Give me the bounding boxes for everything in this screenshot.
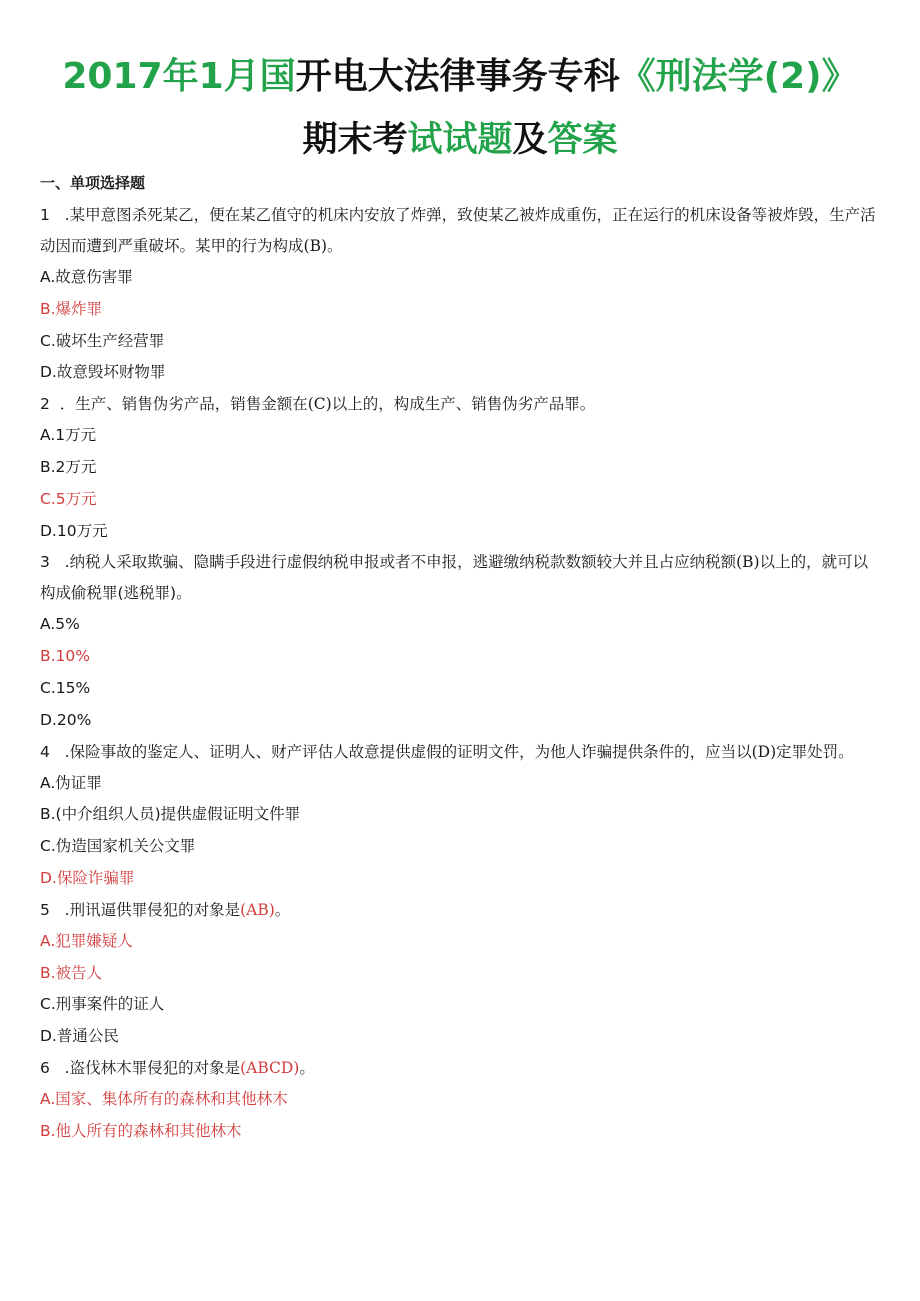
option-a: A.伪证罪 [40, 773, 102, 792]
option-a: A.故意伤害罪 [40, 268, 133, 286]
document-title-line-2 [0, 116, 920, 164]
question-3 [40, 547, 880, 736]
option-c: C.破坏生产经营罪 [40, 331, 165, 350]
question-stem [40, 389, 880, 420]
option-a-correct: A.国家、集体所有的森林和其他林木 [40, 1089, 288, 1108]
question-text: .保险事故的鉴定人、证明人、财产评估人故意提供虚假的证明文件，为他人诈骗提供条件的，应当以 [64, 742, 752, 761]
document-title-line-1 [0, 52, 920, 102]
question-answer: (C) [307, 395, 332, 414]
option-b: B.2万元 [40, 457, 97, 476]
title-part-4: 答案 [547, 120, 618, 160]
question-answer: (D) [751, 742, 777, 761]
question-number: 6 [40, 1058, 50, 1077]
question-suffix: 。 [327, 237, 343, 255]
option-d: D.故意毁坏财物罪 [40, 363, 166, 382]
question-answer: (B) [736, 553, 760, 572]
title-month-suffix: 月国 [223, 56, 296, 97]
question-number: 5 [40, 900, 50, 919]
option-d: D.10万元 [40, 521, 108, 540]
question-suffix: 以上的，就可以构成偷税罪(逃税罪)。 [40, 553, 869, 603]
option-b: B.(中介组织人员)提供虚假证明文件罪 [40, 805, 301, 824]
option-d: D.20% [40, 710, 92, 729]
question-stem [40, 737, 880, 768]
option-a-correct: A.犯罪嫌疑人 [40, 931, 133, 950]
option-d: D.普通公民 [40, 1027, 119, 1046]
title-year: 2017 [62, 56, 163, 97]
title-subject: 《刑法学(2)》 [619, 56, 858, 97]
question-stem [40, 895, 880, 926]
question-stem [40, 547, 880, 609]
question-5 [40, 895, 880, 1053]
option-d-correct: D.保险诈骗罪 [40, 868, 135, 887]
title-part-3: 及 [512, 120, 548, 160]
question-text: .刑讯逼供罪侵犯的对象是 [64, 900, 241, 919]
question-stem [40, 1053, 880, 1084]
question-number: 2 [40, 395, 50, 414]
question-stem [40, 200, 880, 262]
title-part-1: 期末考 [302, 120, 408, 160]
title-month: 1 [198, 56, 224, 97]
question-suffix: 。 [299, 1058, 315, 1077]
title-part-2: 试试题 [407, 120, 513, 160]
option-c: C.刑事案件的证人 [40, 995, 165, 1014]
question-answer: (AB) [240, 900, 275, 919]
question-text: .纳税人采取欺骗、隐瞒手段进行虚假纳税申报或者不申报，逃避缴纳税款数额较大并且占应纳税额 [64, 553, 737, 572]
question-text: ．生产、销售伪劣产品，销售金额在 [59, 395, 308, 414]
question-4 [40, 737, 880, 895]
exam-content [40, 170, 880, 1148]
option-a: A.1万元 [40, 426, 97, 445]
option-b-correct: B.爆炸罪 [40, 299, 103, 318]
question-answer: (ABCD) [240, 1058, 300, 1077]
question-number: 1 [40, 206, 50, 224]
question-2 [40, 389, 880, 547]
question-6 [40, 1053, 880, 1148]
question-number: 3 [40, 553, 50, 572]
question-number: 4 [40, 742, 50, 761]
option-a: A.5% [40, 615, 80, 634]
question-suffix: 定罪处罚。 [776, 742, 854, 761]
question-text: .某甲意图杀死某乙，便在某乙值守的机床内安放了炸弹，致使某乙被炸成重伤，正在运行的机床设备等被炸毁，生产活动因而遭到严重破坏。某甲的行为构成 [40, 206, 876, 255]
option-c-correct: C.5万元 [40, 489, 97, 508]
title-year-suffix: 年 [162, 56, 199, 97]
question-suffix: 以上的，构成生产、销售伪劣产品罪。 [331, 395, 596, 414]
option-b-correct: B.他人所有的森林和其他林木 [40, 1121, 242, 1140]
question-text: .盗伐林木罪侵犯的对象是 [64, 1058, 241, 1077]
option-c: C.伪造国家机关公文罪 [40, 837, 196, 856]
option-b-correct: B.被告人 [40, 963, 103, 982]
option-c: C.15% [40, 678, 91, 697]
question-suffix: 。 [274, 900, 291, 919]
title-school-course: 开电大法律事务专科 [295, 56, 620, 97]
question-answer: (B) [303, 237, 328, 255]
section-heading: 一、单项选择题 [40, 174, 146, 192]
option-b-correct: B.10% [40, 647, 91, 666]
question-1 [40, 200, 880, 389]
